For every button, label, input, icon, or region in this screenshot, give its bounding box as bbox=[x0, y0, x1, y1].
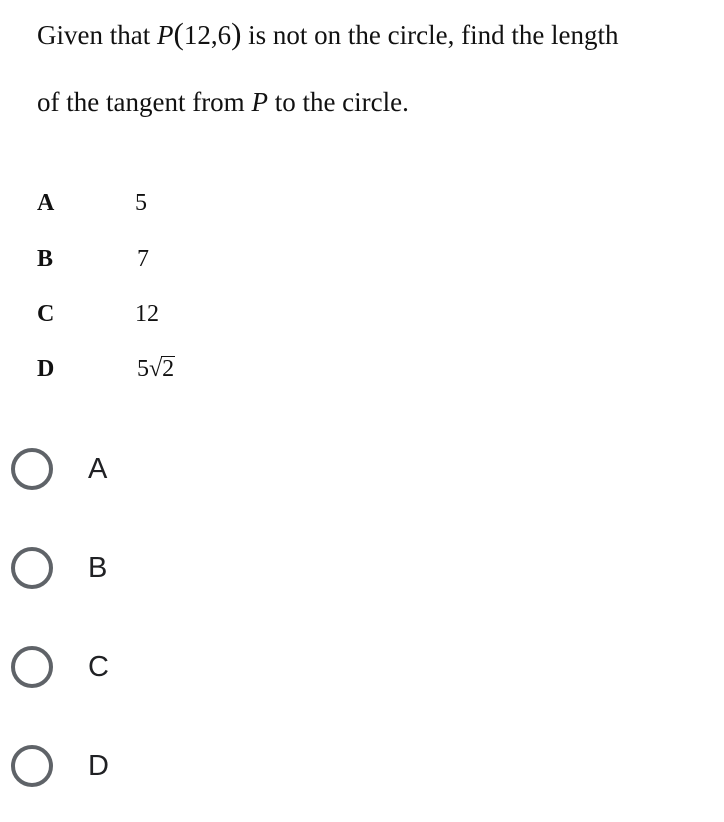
point-coordinates: 12,6 bbox=[183, 20, 232, 50]
choice-value: 5 bbox=[135, 190, 147, 216]
choice-letter: C bbox=[37, 301, 55, 327]
question-line-1-start: Given that bbox=[37, 20, 157, 50]
question-line-2-start: of the tangent from bbox=[37, 87, 252, 117]
square-root bbox=[149, 356, 175, 383]
choice-value-sqrt bbox=[137, 356, 175, 383]
choice-letter: B bbox=[37, 246, 54, 272]
radical-sign-icon: √ bbox=[149, 356, 163, 382]
radio-button-icon[interactable] bbox=[11, 646, 53, 688]
point-variable: P bbox=[251, 87, 268, 117]
sqrt-coefficient: 5 bbox=[137, 356, 149, 382]
radio-label[interactable]: B bbox=[88, 552, 108, 584]
choice-value: 12 bbox=[135, 301, 159, 327]
point-close-paren: ) bbox=[231, 16, 242, 51]
choice-value: 7 bbox=[137, 246, 149, 272]
question-line-1-end: is not on the circle, find the length bbox=[241, 20, 619, 50]
point-label: P bbox=[156, 20, 174, 50]
choice-letter: D bbox=[37, 356, 55, 382]
radio-option-c[interactable] bbox=[11, 646, 311, 690]
point-open-paren: ( bbox=[173, 16, 184, 51]
radio-button-icon[interactable] bbox=[11, 547, 53, 589]
radio-option-b[interactable] bbox=[11, 547, 311, 591]
radio-button-icon[interactable] bbox=[11, 745, 53, 787]
question-line-1 bbox=[37, 16, 619, 53]
radio-button-icon[interactable] bbox=[11, 448, 53, 490]
radio-option-d[interactable] bbox=[11, 745, 311, 789]
question-line-2-end: to the circle. bbox=[267, 87, 409, 117]
radio-label[interactable]: A bbox=[88, 453, 108, 485]
radio-label[interactable]: D bbox=[88, 750, 109, 782]
question-line-2 bbox=[37, 84, 409, 120]
sqrt-radicand: 2 bbox=[162, 356, 175, 382]
radio-label[interactable]: C bbox=[88, 651, 109, 683]
radio-option-a[interactable] bbox=[11, 448, 311, 492]
choice-letter: A bbox=[37, 190, 55, 216]
